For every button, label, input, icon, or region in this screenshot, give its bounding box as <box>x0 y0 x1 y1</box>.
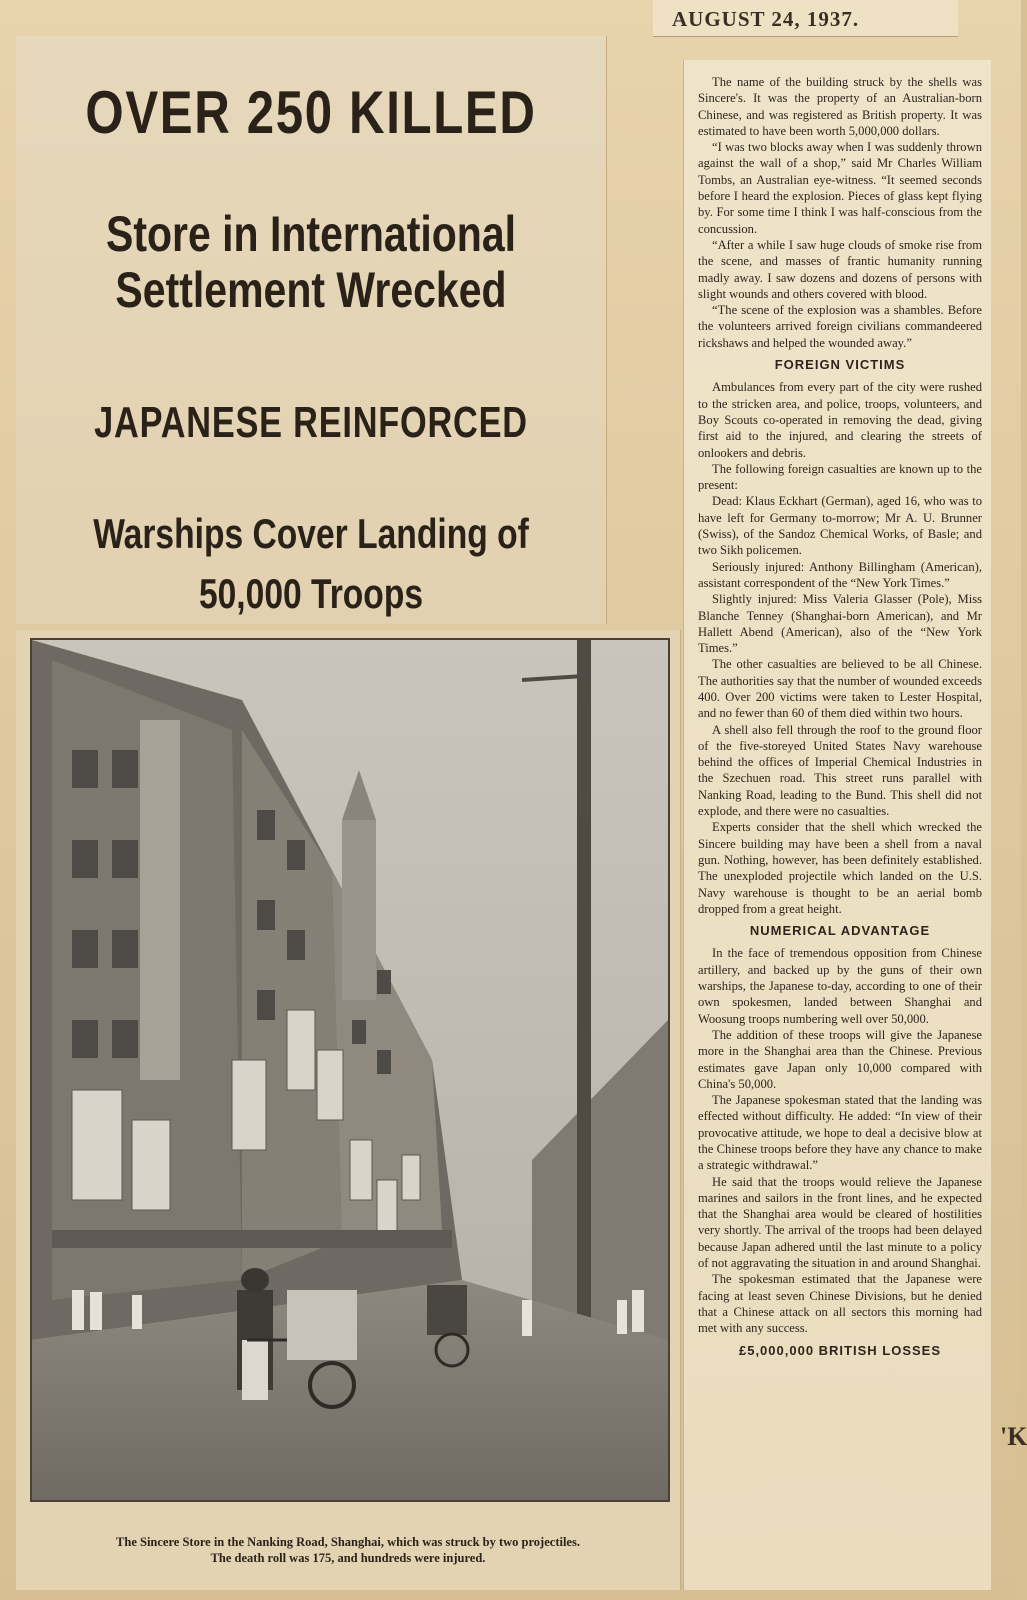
intro-paragraph: “The scene of the explosion was a shambles. Before the volunteers arrived foreign civilians commandeered rickshaws and helped the wounded away.” <box>698 303 982 350</box>
caption-line-1: The Sincere Store in the Nanking Road, Shanghai, which was struck by two projectiles. <box>116 1535 580 1549</box>
photo-clipping <box>16 630 681 1590</box>
date-line: AUGUST 24, 1937. <box>672 7 860 31</box>
caption-line-2: The death roll was 175, and hundreds were injured. <box>210 1551 486 1565</box>
intro-paragraph: “I was two blocks away when I was suddenly thrown against the wall of a shop,” said Mr Charles William Tombs, an Australian eye-witness. “It seemed seconds before I heard the explosion. Pieces of glass kept flying by. For some time I think I was half-conscious from the concussion. <box>698 140 982 236</box>
third-headline: JAPANESE REINFORCED <box>94 398 528 447</box>
section-paragraph: Dead: Klaus Eckhart (German), aged 16, who was to have left for Germany to-morrow; Mr A. U. Brunner (Swiss), of the Sandoz Chemical Works, of Basle; and two Sikh policemen. <box>698 494 982 558</box>
street-photo <box>30 638 670 1502</box>
subhead-foreign-victims: FOREIGN VICTIMS <box>774 357 906 373</box>
edge-clipping-fragment: 'K <box>1000 1422 1027 1451</box>
section-paragraph: A shell also fell through the roof to the ground floor of the five-storeyed United States Navy warehouse behind the offices of Imperial Chemical Industries in the Szechuen road. This street runs parallel with Nanking Road, leading to the Bund. This shell did not explode, and there were no casualties. <box>698 722 982 819</box>
photo-caption <box>16 1534 680 1566</box>
section-paragraph: In the face of tremendous opposition from Chinese artillery, and backed up by the guns of their own warships, the Japanese to-day, according to one of their own spokesmen, landed between Shanghai and Woosung troops numbering well over 50,000. <box>698 946 982 1026</box>
section-paragraph: Experts consider that the shell which wrecked the Sincere building may have been a shell from a naval gun. Nothing, however, has been definitely established. The unexploded projectile which landed on the U.S. Navy warehouse is thought to be an aerial bomb dropped from a great height. <box>698 820 982 916</box>
intro-paragraph: The name of the building struck by the shells was Sincere's. It was the property of an Australian-born Chinese, and was registered as British property. It was estimated to have been worth 5,000,000 dollars. <box>698 75 982 138</box>
section-paragraph: The following foreign casualties are known up to the present: <box>698 461 982 493</box>
article-text <box>698 74 982 1365</box>
fourth-headline: Warships Cover Landing of 50,000 Troops <box>93 510 529 617</box>
second-headline: Store in International Settlement Wrecked <box>105 206 517 318</box>
article-column <box>683 60 991 1590</box>
headline-clipping <box>16 36 607 624</box>
section-paragraph: The Japanese spokesman stated that the landing was effected without difficulty. He added: “In view of their provocative attitude, we hope to deal a decisive blow at the Chinese troops before they have any chance to make a strategic withdrawal.” <box>698 1093 982 1173</box>
section-paragraph: The spokesman estimated that the Japanese were facing at least seven Chinese Divisions, but he denied that a Chinese attack on all sectors this morning had met with any success. <box>698 1272 982 1336</box>
section-paragraph: Slightly injured: Miss Valeria Glasser (Pole), Miss Blanche Tenney (Shanghai-born American), and Mr Hallett Abend (American), also of the “New York Times.” <box>698 592 982 656</box>
subhead-numerical-advantage: NUMERICAL ADVANTAGE <box>749 923 931 939</box>
intro-paragraph: “After a while I saw huge clouds of smoke rise from the scene, and masses of frantic humanity running madly away. I saw dozens and dozens of persons with slight wounds and others covered with blood. <box>698 237 982 301</box>
section-paragraph: Ambulances from every part of the city were rushed to the stricken area, and police, troops, volunteers, and Boy Scouts co-operated in removing the dead, giving first aid to the injured, and clearing the streets of onlookers and debris. <box>698 380 982 460</box>
street-photo-illustration <box>32 640 668 1500</box>
section-paragraph: The other casualties are believed to be all Chinese. The authorities say that the number of wounded exceeds 400. Over 200 victims were taken to Lester Hospital, and no fewer than 60 of them died within two hours. <box>698 657 982 721</box>
section-paragraph: The addition of these troops will give the Japanese more in the Shanghai area than the Chinese. Previous estimates gave Japan only 10,000 compared with China's 50,000. <box>698 1027 982 1091</box>
subhead-british-losses: £5,000,000 BRITISH LOSSES <box>738 1342 942 1358</box>
section-paragraph: He said that the troops would relieve the Japanese marines and sailors in the front lines, and he expected that the Shanghai area would be cleared of hostilities very shortly. The arrival of the troops had been delayed because Japan adhered until the last minute to a policy of not aggravating the situation in and around Shanghai. <box>698 1174 982 1271</box>
section-paragraph: Seriously injured: Anthony Billingham (American), assistant correspondent of the “New York Times.” <box>698 559 982 590</box>
main-headline: OVER 250 KILLED <box>85 79 537 146</box>
